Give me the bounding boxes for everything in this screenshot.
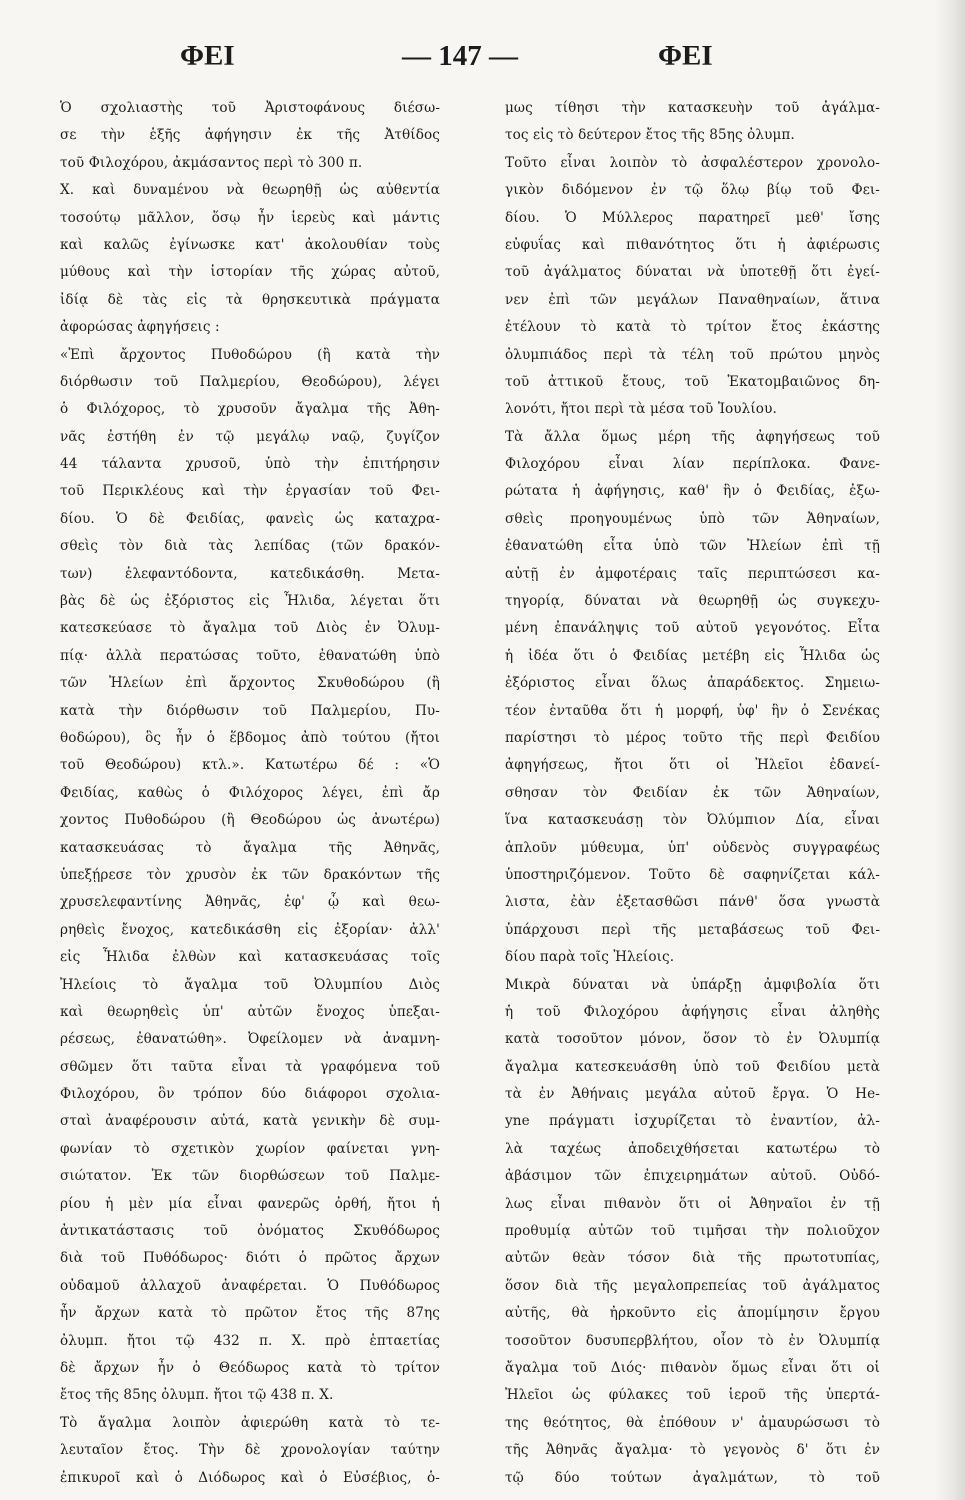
text-line: ἐξόριστος εἶναι ὅλως ἀπαράδεκτος. Σημειω- bbox=[505, 675, 880, 692]
text-line: ἄγαλμα κατεσκευάσθη ὑπὸ τοῦ Φειδίου μετὰ bbox=[505, 1058, 880, 1075]
text-line: ἐτέλουν τὸ κατὰ τὸ τρίτον ἔτος ἑκάστης bbox=[505, 319, 880, 336]
text-line: λονότι, ἤτοι περὶ τὰ μέσα τοῦ Ἰουλίου. bbox=[505, 401, 777, 418]
text-line: τος εἰς τὸ δεύτερον ἔτος τῆς 85ης ὀλυμπ. bbox=[505, 127, 795, 144]
text-line: σθεὶς προηγουμένως ὑπὸ τῶν Ἀθηναίων, bbox=[505, 510, 880, 527]
text-line: ἡ τοῦ Φιλοχόρου ἀφήγησις εἶναι ἀληθὴς bbox=[505, 1003, 880, 1020]
text-line: Φιλοχόρου, ὃν τρόπον δύο διάφοροι σχολια- bbox=[60, 1086, 440, 1103]
text-line: τέον ἐνταῦθα ὅτι ἡ μορφή, ὑφ' ἣν ὁ Σενέκας bbox=[505, 702, 880, 719]
text-line: Ὁ σχολιαστὴς τοῦ Ἀριστοφάνους διέσω- bbox=[60, 100, 440, 116]
text-line: εἰς Ἦλιδα ἐλθὼν καὶ κατασκευάσας τοῖς bbox=[60, 949, 440, 966]
text-line: Χ. καὶ δυναμένου νὰ θεωρηθῇ ὡς αὐθεντία bbox=[60, 182, 440, 199]
text-line: yne πράγματι ἰσχυρίζεται τὸ ἐναντίον, ἀλ- bbox=[505, 1113, 880, 1130]
text-line: ὅσον διὰ τῆς μεγαλοπρεπείας τοῦ ἀγάλματος bbox=[505, 1277, 880, 1294]
text-line: λὰ ταχέως ἀποδειχθήσεται κατωτέρω τὸ bbox=[505, 1140, 880, 1157]
text-line: ἡ ἰδέα ὅτι ὁ Φειδίας μετέβη εἰς Ἦλιδα ὡς bbox=[505, 647, 880, 664]
text-line: τῷ δύο τούτων ἀγαλμάτων, τὸ τοῦ bbox=[505, 1469, 880, 1486]
text-line: εὐφυΐας καὶ πιθανότητος ὅτι ἡ ἀφιέρωσις bbox=[505, 236, 880, 253]
text-line: Μικρὰ δύναται νὰ ὑπάρξῃ ἀμφιβολία ὅτι bbox=[505, 976, 880, 993]
text-line: τοῦ ἀγάλματος δύναται νὰ ὑποτεθῇ ὅτι ἐγεί- bbox=[505, 264, 880, 281]
text-line: κατὰ τὴν διόρθωσιν τοῦ Παλμερίου, Πυ- bbox=[60, 702, 440, 719]
text-line: τὰ ἐν Ἀθήναις μεγάλα αὐτοῦ ἔργα. Ὁ Ηe- bbox=[505, 1086, 880, 1103]
text-line: λως εἶναι πιθανὸν ὅτι οἱ Ἀθηναῖοι ἐν τῇ bbox=[505, 1195, 880, 1212]
text-line: τοῦ Θεοδώρου) κτλ.». Κατωτέρω δέ : «Ὁ bbox=[60, 757, 440, 774]
text-line: ἰδίᾳ δὲ τὰς εἰς τὰ θρησκευτικὰ πράγματα bbox=[60, 291, 440, 308]
text-line: ἄγαλμα τοῦ Διός· πιθανὸν ὅμως εἶναι ὅτι οἱ bbox=[505, 1359, 880, 1376]
text-line: παρίστησι τὸ μέρος τοῦτο τῆς περὶ Φειδίου bbox=[505, 729, 880, 746]
text-line: μύθους καὶ τὴν ἱστορίαν τῆς χώρας αὐτοῦ, bbox=[60, 264, 440, 281]
text-line: Φειδίας, καθὼς ὁ Φιλόχορος λέγει, ἐπὶ ἄρ bbox=[60, 784, 440, 801]
text-line: σθεὶς τὸν διὰ τὰς λεπίδας (τῶν δρακόν- bbox=[60, 538, 440, 555]
text-line: ὑπεξῄρεσε τὸν χρυσὸν ἐκ τῶν δρακόντων τῆς bbox=[60, 866, 440, 883]
text-line: αὐτῆς, θὰ ἠρκοῦντο εἰς ἀπομίμησιν ἔργου bbox=[505, 1305, 880, 1322]
text-line: οὐδαμοῦ ἀλλαχοῦ ἀναφέρεται. Ὁ Πυθόδωρος bbox=[60, 1277, 440, 1294]
text-line: Ἠλεῖοι ὡς φύλακες τοῦ ἱεροῦ τῆς ὑπερτά- bbox=[505, 1387, 880, 1404]
text-line: ἵνα κατασκευάσῃ τὸν Ὀλύμπιον Δία, εἶναι bbox=[505, 812, 880, 829]
text-line: της θεότητος, θὰ ἐπόθουν ν' ἀμαυρώσωσι τὸ bbox=[505, 1414, 880, 1431]
text-line: Τὸ ἄγαλμα λοιπὸν ἀφιερώθη κατὰ τὸ τε- bbox=[60, 1414, 440, 1431]
text-line: αὐτῶν θεὰν τόσον διὰ τῆς πρωτοτυπίας, bbox=[505, 1250, 880, 1267]
text-line: τῆς Ἀθηνᾶς ἄγαλμα· τὸ γεγονὸς δ' ὅτι ἐν bbox=[505, 1442, 880, 1459]
text-line: δὲ ἄρχων ἦν ὁ Θεόδωρος κατὰ τὸ τρίτον bbox=[60, 1359, 440, 1376]
text-line: τοσοῦτον δυσυπερβλήτου, οἷον τὸ ἐν Ὀλυμπίᾳ bbox=[505, 1332, 880, 1349]
text-line: ὑπάρχουσι περὶ τῆς μεταβάσεως τοῦ Φει- bbox=[505, 921, 880, 938]
text-line: πίᾳ· ἀλλὰ περατώσας τοῦτο, ἐθανατώθη ὑπὸ bbox=[60, 647, 440, 664]
text-line: λιστα, ἐὰν ἐξετασθῶσι πάνθ' ὅσα γνωστὰ bbox=[505, 894, 880, 911]
text-line: δίου. Ὁ Μύλλερος παρατηρεῖ μεθ' ἴσης bbox=[505, 209, 880, 226]
text-line: ἔτος τῆς 85ης ὀλυμπ. ἤτοι τῷ 438 π. Χ. bbox=[60, 1387, 334, 1404]
text-line: γικὸν διδόμενον ἐν τῷ ὅλῳ βίῳ τοῦ Φει- bbox=[505, 182, 880, 199]
text-line: ἦν ἄρχων κατὰ τὸ πρῶτον ἔτος τῆς 87ης bbox=[60, 1305, 440, 1322]
text-line: των) ἐλεφαντόδοντα, κατεδικάσθη. Μετα- bbox=[60, 565, 440, 582]
text-line: ρηθεὶς ἔνοχος, κατεδικάσθη εἰς ἐξορίαν· ἀλλ' bbox=[60, 921, 440, 938]
text-line: Τὰ ἄλλα ὅμως μέρη τῆς ἀφηγήσεως τοῦ bbox=[505, 428, 880, 445]
text-line: δίου παρὰ τοῖς Ἠλείοις. bbox=[505, 949, 675, 966]
text-line: ἐθανατώθη εἶτα ὑπὸ τῶν Ἠλείων ἐπὶ τῇ bbox=[505, 538, 880, 555]
text-line: ἁπλοῦν μύθευμα, ὑπ' οὐδενὸς συγγραφέως bbox=[505, 839, 880, 856]
text-line: κατεσκεύασε τὸ ἄγαλμα τοῦ Διὸς ἐν Ὀλυμ- bbox=[60, 620, 440, 637]
text-line: ρώτατα ἡ ἀφήγησις, καθ' ἣν ὁ Φειδίας, ἐξω- bbox=[505, 483, 880, 500]
text-line: τοῦ ἀττικοῦ ἔτους, τοῦ Ἑκατομβαιῶνος δη- bbox=[505, 373, 880, 390]
text-line: ἀντικατάστασις τοῦ ὀνόματος Σκυθόδωρος bbox=[60, 1223, 440, 1240]
text-line: λευταῖον ἔτος. Τὴν δὲ χρονολογίαν ταύτην bbox=[60, 1442, 440, 1459]
text-line: προθυμίᾳ αὐτῶν τοῦ τιμῆσαι τὴν πολιοῦχον bbox=[505, 1223, 880, 1240]
header-left-keyword: ΦΕΙ bbox=[180, 40, 235, 72]
text-line: ἀφηγήσεως, ἤτοι ὅτι οἱ Ἠλεῖοι ἐδανεί- bbox=[505, 757, 880, 774]
text-line: χρυσελεφαντίνης Ἀθηνᾶς, ἐφ' ᾧ καὶ θεω- bbox=[60, 894, 440, 911]
running-head bbox=[160, 40, 760, 84]
text-line: μένη ἐπανάληψις τοῦ αὐτοῦ γεγονότος. Εἶτα bbox=[505, 620, 880, 637]
text-line: ὀλυμπ. ἤτοι τῷ 432 π. Χ. πρὸ ἑπταετίας bbox=[60, 1332, 440, 1349]
text-line: μως τίθησι τὴν κατασκευὴν τοῦ ἀγάλμα- bbox=[505, 100, 880, 116]
text-line: σταὶ ἀναφέρουσιν αὐτά, κατὰ γενικὴν δὲ συμ- bbox=[60, 1113, 440, 1130]
text-line: καὶ καλῶς ἐγίνωσκε κατ' ἀκολουθίαν τοὺς bbox=[60, 236, 440, 253]
page-binding-shadow bbox=[935, 0, 965, 1500]
text-line: σιώτατον. Ἐκ τῶν διορθώσεων τοῦ Παλμε- bbox=[60, 1168, 440, 1185]
text-line: ὑποστηριζόμενον. Τοῦτο δὲ σαφηνίζεται κάλ- bbox=[505, 866, 880, 883]
text-line: ρίου ἡ μὲν μία εἶναι φανερῶς ὀρθή, ἤτοι ἡ bbox=[60, 1195, 440, 1212]
text-line: καὶ θεωρηθεὶς ὑπ' αὐτῶν ἔνοχος ὑπεξαι- bbox=[60, 1003, 440, 1020]
text-line: Τοῦτο εἶναι λοιπὸν τὸ ἀσφαλέστερον χρονολο- bbox=[505, 154, 880, 171]
text-line: σθησαν τὸν Φειδίαν ἐκ τῶν Ἀθηναίων, bbox=[505, 784, 880, 801]
header-right-keyword: ΦΕΙ bbox=[658, 40, 713, 72]
text-line: ἐπικυροῖ καὶ ὁ Διόδωρος καὶ ὁ Εὐσέβιος, ὁ- bbox=[60, 1469, 440, 1486]
text-line: «Ἐπὶ ἄρχοντος Πυθοδώρου (ἢ κατὰ τὴν bbox=[60, 346, 440, 363]
text-line: διὰ τοῦ Πυθόδωρος· διότι ὁ πρῶτος ἄρχων bbox=[60, 1250, 440, 1267]
left-text-column bbox=[60, 95, 440, 1492]
text-line: τοῦ Φιλοχόρου, ἀκμάσαντος περὶ τὸ 300 π. bbox=[60, 154, 363, 171]
right-text-column bbox=[505, 95, 880, 1492]
text-line: νᾶς ἐστήθη ἐν τῷ μεγάλῳ ναῷ, ζυγίζον bbox=[60, 428, 440, 445]
text-line: ὀλυμπιάδος περὶ τὰ τέλη τοῦ πρώτου μηνὸς bbox=[505, 346, 880, 363]
text-line: νεν ἐπὶ τῶν μεγάλων Παναθηναίων, ἅτινα bbox=[505, 291, 880, 308]
text-line: χοντος Πυθοδώρου (ἢ Θεοδώρου ὡς ἀνωτέρω) bbox=[60, 812, 440, 829]
text-line: βὰς δὲ ὡς ἐξόριστος εἰς Ἦλιδα, λέγεται ὅτι bbox=[60, 593, 440, 610]
text-line: ἀβάσιμον τῶν ἐπιχειρημάτων αὐτοῦ. Οὐδό- bbox=[505, 1168, 880, 1185]
text-line: τοσούτῳ μᾶλλον, ὅσῳ ἦν ἱερεὺς καὶ μάντις bbox=[60, 209, 440, 226]
text-line: θοδώρου), ὃς ἦν ὁ ἕβδομος ἀπὸ τούτου (ἤτοι bbox=[60, 729, 440, 746]
text-line: σθῶμεν ὅτι ταῦτα εἶναι τὰ γραφόμενα τοῦ bbox=[60, 1058, 440, 1075]
text-line: 44 τάλαντα χρυσοῦ, ὑπὸ τὴν ἐπιτήρησιν bbox=[60, 456, 440, 473]
text-line: ὁ Φιλόχορος, τὸ χρυσοῦν ἄγαλμα τῆς Ἀθη- bbox=[60, 401, 440, 418]
text-line: τοῦ Περικλέους καὶ τὴν ἐργασίαν τοῦ Φει- bbox=[60, 483, 440, 500]
text-line: αὐτῇ ἐν ἀμφοτέραις ταῖς περιπτώσεσι κα- bbox=[505, 565, 880, 582]
text-line: κατασκευάσας τὸ ἄγαλμα τῆς Ἀθηνᾶς, bbox=[60, 839, 440, 856]
text-line: κατὰ τοσοῦτον μόνον, ὅσον τὸ ἐν Ὀλυμπίᾳ bbox=[505, 1031, 880, 1048]
text-line: ἀφορώσας ἀφηγήσεις : bbox=[60, 319, 220, 336]
text-line: ρέσεως, ἐθανατώθη». Ὀφείλομεν νὰ ἀναμνη- bbox=[60, 1031, 440, 1048]
text-line: Φιλοχόρου εἶναι λίαν περίπλοκα. Φανε- bbox=[505, 456, 880, 473]
text-line: διόρθωσιν τοῦ Παλμερίου, Θεοδώρου), λέγει bbox=[60, 373, 440, 390]
page-number: — 147 — bbox=[402, 40, 518, 72]
text-line: Ἠλείοις τὸ ἄγαλμα τοῦ Ὀλυμπίου Διὸς bbox=[60, 976, 440, 993]
text-line: τῶν Ἠλείων ἐπὶ ἄρχοντος Σκυθοδώρου (ἢ bbox=[60, 675, 440, 692]
text-line: τηγορίᾳ, δύναται νὰ θεωρηθῇ ὡς συγκεχυ- bbox=[505, 593, 880, 610]
text-line: φωνίαν τὸ σχετικὸν χωρίον φαίνεται γνη- bbox=[60, 1140, 440, 1157]
text-line: δίου. Ὁ δὲ Φειδίας, φανεὶς ὡς καταχρα- bbox=[60, 510, 440, 527]
text-line: σε τὴν ἑξῆς ἀφήγησιν ἐκ τῆς Ἀτθίδος bbox=[60, 127, 440, 144]
